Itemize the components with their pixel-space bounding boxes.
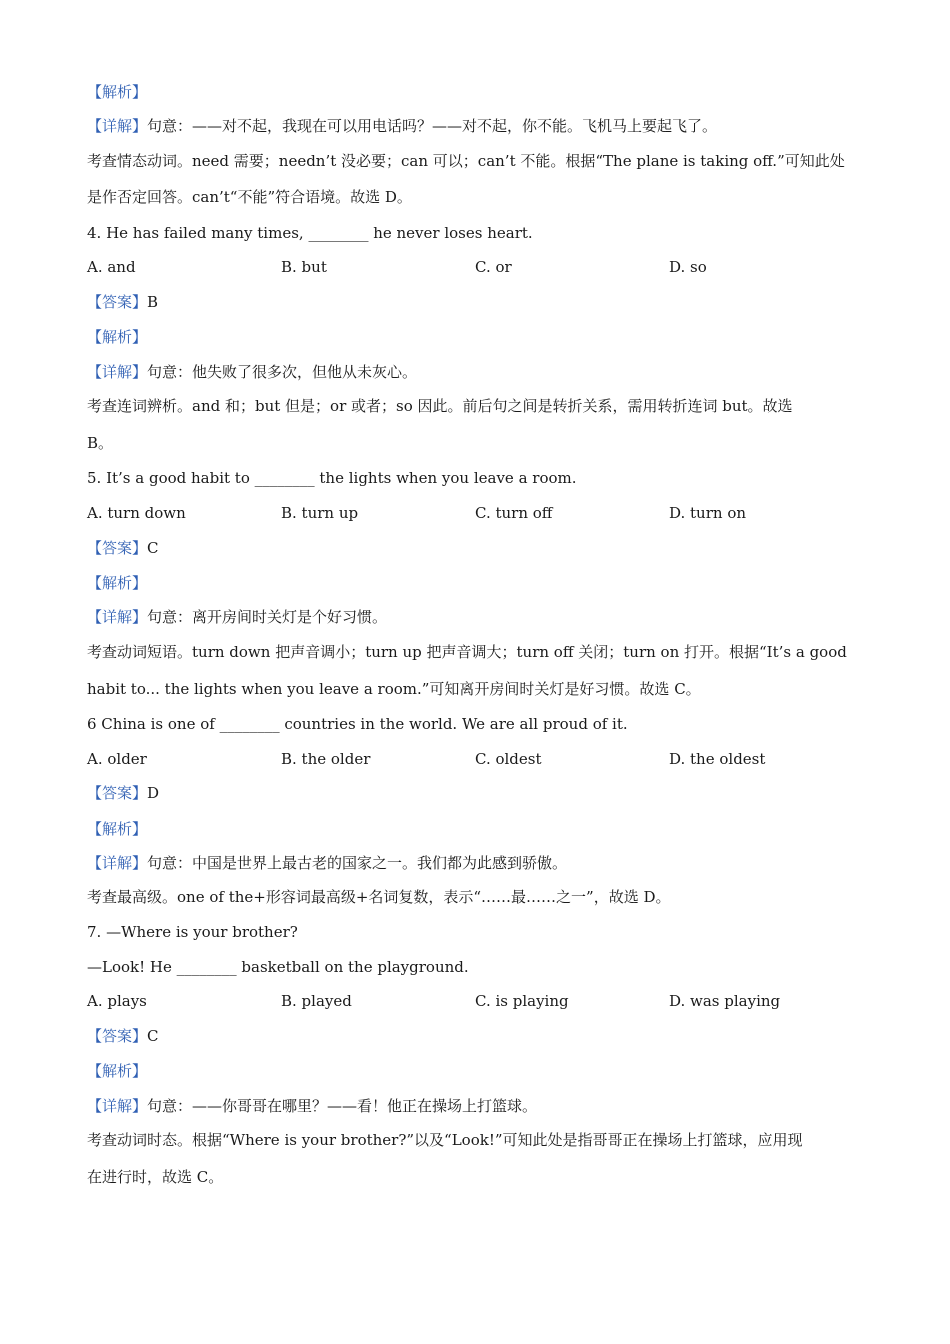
explanation-line: 考查动词时态。根据“Where is your brother?”以及“Look!”可知此处是指哥哥正在操场上打篮球，应用现 (87, 1131, 803, 1149)
explanation-line: 考查动词短语。turn down 把声音调小；turn up 把声音调大；turn off 关闭；turn on 打开。根据“It’s a good (87, 643, 847, 661)
option-a: A. plays (87, 992, 147, 1010)
detail-line (87, 853, 567, 873)
detail-line (87, 362, 417, 382)
option-d: D. turn on (669, 504, 747, 522)
detail-label: 【详解】 (87, 854, 148, 872)
detail-label: 【详解】 (87, 363, 148, 381)
answer-label: 【答案】 (87, 784, 148, 802)
detail-text: 句意：——你哥哥在哪里？——看！他正在操场上打篮球。 (147, 1097, 538, 1115)
answer-label: 【答案】 (87, 293, 148, 311)
option-d: D. the oldest (669, 750, 766, 768)
option-a: A. older (87, 750, 147, 768)
detail-label: 【详解】 (87, 1097, 148, 1115)
analysis-label: 【解析】 (87, 1062, 148, 1080)
detail-line (87, 1096, 537, 1116)
detail-text: 句意：中国是世界上最古老的国家之一。我们都为此感到骄傲。 (147, 854, 568, 872)
answer-line (87, 1026, 159, 1046)
option-b: B. but (281, 258, 327, 276)
answer-value: B (147, 293, 159, 311)
explanation-line: 是作否定回答。can’t“不能”符合语境。故选 D。 (87, 188, 412, 206)
analysis-label: 【解析】 (87, 820, 148, 838)
option-c: C. turn off (475, 504, 553, 522)
detail-text: 句意：——对不起，我现在可以用电话吗？——对不起，你不能。飞机马上要起飞了。 (147, 117, 718, 135)
answer-line (87, 783, 159, 803)
detail-line (87, 607, 387, 627)
explanation-line: 在进行时，故选 C。 (87, 1168, 224, 1186)
answer-label: 【答案】 (87, 1027, 148, 1045)
question-stem: —Look! He ________ basketball on the playground. (87, 958, 469, 976)
detail-text: 句意：他失败了很多次，但他从未灰心。 (147, 363, 418, 381)
detail-label: 【详解】 (87, 117, 148, 135)
question-stem: 4. He has failed many times, ________ he never loses heart. (87, 224, 533, 242)
explanation-line: 考查情态动词。need 需要；needn’t 没必要；can 可以；can’t 不能。根据“The plane is taking off.”可知此处 (87, 152, 845, 170)
answer-value: C (147, 539, 159, 557)
analysis-label: 【解析】 (87, 574, 148, 592)
question-stem: 5. It’s a good habit to ________ the lights when you leave a room. (87, 469, 577, 487)
question-stem: 7. —Where is your brother? (87, 923, 298, 941)
answer-value: D (147, 784, 160, 802)
explanation-line: 考查连词辨析。and 和；but 但是；or 或者；so 因此。前后句之间是转折关系，需用转折连词 but。故选 (87, 397, 793, 415)
option-a: A. and (87, 258, 136, 276)
answer-label: 【答案】 (87, 539, 148, 557)
option-b: B. turn up (281, 504, 359, 522)
explanation-line: habit to... the lights when you leave a room.”可知离开房间时关灯是好习惯。故选 C。 (87, 680, 701, 698)
option-b: B. played (281, 992, 352, 1010)
option-c: C. is playing (475, 992, 569, 1010)
explanation-line: B。 (87, 434, 114, 452)
analysis-label: 【解析】 (87, 328, 148, 346)
option-b: B. the older (281, 750, 371, 768)
option-c: C. oldest (475, 750, 542, 768)
option-d: D. so (669, 258, 707, 276)
answer-line (87, 292, 158, 312)
detail-label: 【详解】 (87, 608, 148, 626)
detail-text: 句意：离开房间时关灯是个好习惯。 (147, 608, 388, 626)
question-stem: 6 China is one of ________ countries in the world. We are all proud of it. (87, 715, 628, 733)
analysis-label: 【解析】 (87, 83, 148, 101)
option-c: C. or (475, 258, 512, 276)
answer-value: C (147, 1027, 159, 1045)
explanation-line: 考查最高级。one of the+形容词最高级+名词复数，表示“……最……之一”，故选 D。 (87, 888, 671, 906)
answer-line (87, 538, 159, 558)
option-d: D. was playing (669, 992, 781, 1010)
option-a: A. turn down (87, 504, 186, 522)
detail-line (87, 116, 717, 136)
